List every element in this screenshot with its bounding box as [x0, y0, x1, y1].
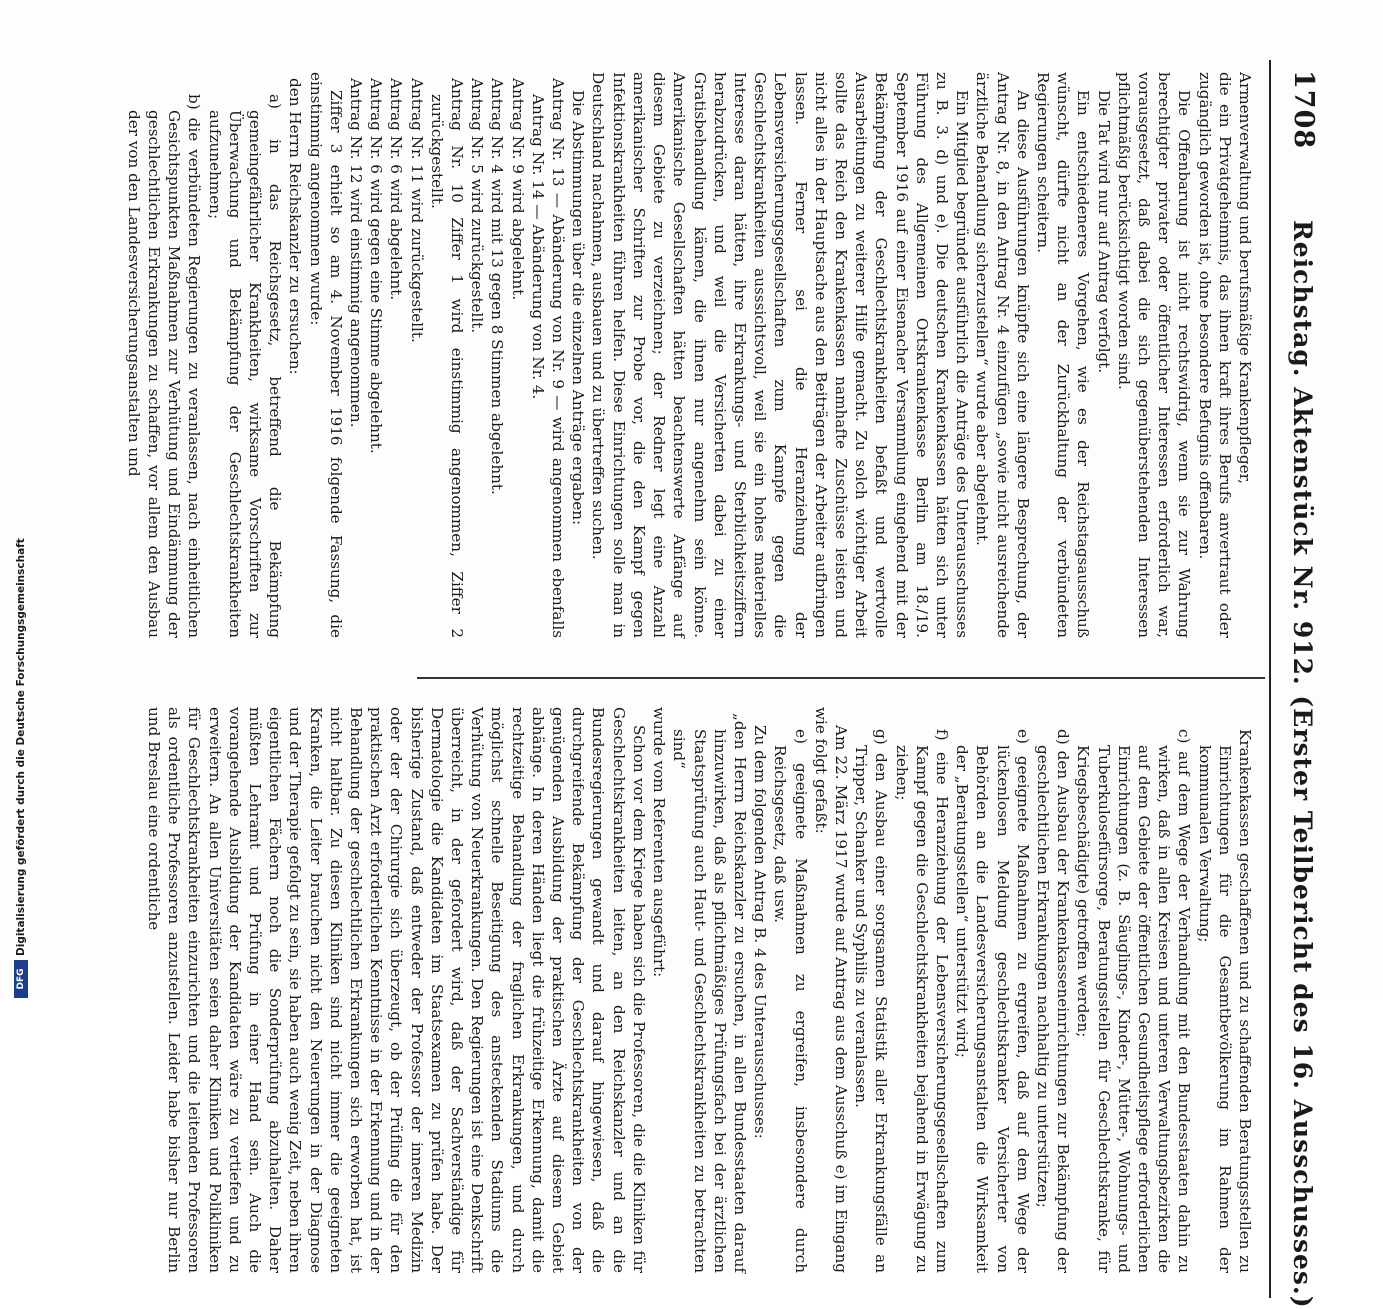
paragraph: Ein Mitglied begründet ausführlich die Anträge des Unterausschusses zu B. 3. d) und e). Die deutschen Krankenkassen hätten sich unter Führung des Allgemeinen Ortskrankenkasse Berlin am 18./19. September 1916 auf einer Eisenacher Versammlung eingehend mit der Bekämpfung der Geschlechtskrankheiten befaßt und wertvolle Ausarbeitungen zu weiterer Hilfe gemacht. Zu solch wichtiger Arbeit sollte das Reich den Krankenkassen namhafte Zuschüsse leisten und nicht alles in der Hauptsache aus den Beiträgen der Arbeiter aufbringen lassen. Ferner sei die Heranziehung der Lebensversicherungsgesellschaften zum Kampfe gegen die Geschlechtskrankheiten ausssichtsvoll, weil sie ein hohes materielles Interesse daran hätten, ihre Erkrankungs- und Sterblichkeitsziffern herabzudrücken, und weil die Versicherten dabei zu einer Gratisbehandlung kämen, die ihnen nur angenehm sein könne. Amerikanische Gesellschaften hätten beachtenswerte Anfänge auf diesem Gebiete zu verzeichnen; der Redner legt eine Anzahl amerikanischer Schriften zur Probe vor, die den Kampf gegen Infektionskrankheiten führen helfen. Diese Einrichtungen solle man in Deutschland nachahmen, ausbauen und zu übertreffen suchen. [589, 72, 972, 638]
paragraph: f) eine Heranziehung der Lebensversicherungsgesellschaften zum Kampf gegen die Geschlechtskrankheiten bejahend in Erwägung zu ziehen; [892, 729, 951, 1273]
paragraph: Antrag Nr. 4 wird mit 13 gegen 8 Stimmen abgelehnt. [488, 78, 507, 495]
paragraph: Die Tat wird nur auf Antrag verfolgt. [1094, 90, 1113, 374]
paragraph: Antrag Nr. 6 wird gegen eine Stimme abgelehnt. [367, 78, 386, 454]
paragraph: Zu dem folgenden Antrag B. 4 des Unterausschusses: [751, 725, 770, 1139]
paragraph: b) die verbündeten Regierungen zu veranlassen, nach einheitlichen Gesichtspunkten Maßnahmen zur Verhütung und Eindämmung der geschlechtlichen Erkrankungen zu schaffen, vor allem den Ausbau der von den Landesversicherungsanstalten und [124, 94, 204, 638]
paragraph: Krankenkassen geschaffenen und zu schaffenden Beratungsstellen zu Einrichtungen für die Gesamtbevölkerung im Rahmen der kommunalen Verwaltung; [1195, 729, 1254, 1273]
paragraph: Armenverwaltung und berufsmäßige Krankenpfleger, [1236, 72, 1254, 485]
paragraph: Ziffer 3 erhielt so am 4. November 1916 folgende Fassung, die einstimmig angenommen wurde: [306, 72, 345, 638]
paragraph: Ein entschiedeneres Vorgehen, wie es der Reichstagsausschuß wünscht, dürfte nicht an der Zurückhaltung der verbündeten Regierungen scheitern. [1033, 72, 1093, 638]
paragraph: den Herrn Reichskanzler zu ersuchen: [286, 78, 305, 375]
paragraph: die ein Privatgeheimnis, das ihnen kraft ihres Berufs anvertraut oder zugänglich geworden ist, ohne besondere Befugnis offenbaren. [1195, 72, 1234, 638]
page-title: Reichstag. Aktenstück Nr. 912. (Erster Teilbericht des 16. Ausschusses.) [1288, 220, 1317, 1309]
header-rule [1269, 60, 1271, 1298]
digitization-credit: Digitalisierung gefördert durch die Deutsche Forschungsgemeinschaft [15, 538, 27, 956]
paragraph: Antrag Nr. 6 wird abgelehnt. [387, 78, 406, 301]
paragraph: Die Offenbarung ist nicht rechtswidrig, wenn sie zur Wahrung berechtigter privater oder öffentlicher Interessen erforderlich war, vorausgesetzt, daß dabei die sich gegenüberstehenden Interessen pflichtmäßig berücksichtigt worden sind. [1114, 72, 1194, 638]
page-number: 1708 [1288, 70, 1319, 150]
left-column [124, 72, 1255, 638]
paragraph: a) in das Reichsgesetz, betreffend die Bekämpfung gemeingefährlicher Krankheiten, wirksame Vorschriften zur Überwachung und Bekämpfung der Geschlechtskrankheiten aufzunehmen; [205, 94, 285, 638]
paragraph: e) geeignete Maßnahmen zu ergreifen, daß auf dem Wege der lückenlosen Meldung geschlechtskranker Versicherter von Behörden an die Landesversicherungsanstalten die Wirksamkeit der „Beratungsstellen“ unterstützt wird; [953, 729, 1032, 1273]
paragraph: Antrag Nr. 5 wird zurückgestellt. [468, 78, 487, 334]
paragraph: Antrag Nr. 13 — Abänderung von Nr. 9 — wird angenommen ebenfalls Antrag Nr. 14 — Abänderung von Nr. 4. [528, 78, 568, 638]
column-divider [417, 677, 1265, 679]
footer-strip [0, 0, 27, 1000]
paragraph: e) geeignete Maßnahmen zu ergreifen, insbesondere durch Reichsgesetz, daß usw. [771, 729, 810, 1273]
page-header [1279, 70, 1319, 1309]
paragraph: Schon vor dem Kriege haben sich die Professoren, die die Kliniken für Geschlechtskrankheiten leiten, an den Reichskanzler und an die Bundesregierungen gewandt und darauf hingewiesen, daß die durchgreifende Bekämpfung der Geschlechtskrankheiten von der genügenden Ausbildung der praktischen Ärzte auf diesem Gebiet abhänge. In deren Händen liegt die frühzeitige Erkennung, damit die rechtzeitige Behandlung der fraglichen Erkrankungen, und durch möglichst schnelle Beseitigung des ansteckenden Stadiums die Verhütung von Neuerkrankungen. Den Regierungen ist eine Denkschrift überreicht, in der gefordert wird, daß der Sachverständige für Dermatologie die Kandidaten im Staatsexamen zu prüfen habe. Der bisherige Zustand, daß entweder der Professor der inneren Medizin oder der der Chirurgie sich überzeugt, ob der Prüfling die für den praktischen Arzt erforderlichen Kenntnisse in der Erkennung und in der Behandlung der geschlechtlichen Erkrankungen sich erworben hat, ist nicht haltbar. Zu diesen Kliniken sind nicht immer die geeigneten Kranken, die Leiter brauchen nicht den Neuerungen in der Diagnose und der Therapie gefolgt zu sein, sie haben auch wenig Zeit, neben ihren eigentlichen Fächern noch die Sonderprüfung abzuhalten. Daher müßten Lehramt und Prüfung in einer Hand sein. Auch die vorangehende Ausbildung der Kandidaten wäre zu vertiefen und zu erweitern. An allen Universitäten seien daher Kliniken und Polikliniken für Geschlechtskrankheiten einzurichten und die leitenden Professoren als ordentliche Professoren anzustellen. Leider habe bisher nur Berlin und Breslau eine ordentliche [145, 707, 648, 1273]
paragraph: An diese Ausführungen knüpfte sich eine längere Besprechung, der Antrag Nr. 8, in den Antrag Nr. 4 einzufügen „sowie nicht ausreichende ärztliche Behandlung sicherzustellen“ wurde aber abgelehnt. [973, 72, 1032, 638]
paragraph: „den Herrn Reichskanzler zu ersuchen, in allen Bundesstaaten darauf hinzuwirken, daß als pflichtmäßiges Prüfungsfach bei der ärztlichen Staatsprüfung auch Haut- und Geschlechtskrankheiten zu betrachten sind“ [670, 713, 749, 1273]
paragraph: wurde vom Referenten ausgeführt: [650, 707, 669, 978]
paragraph: Am 22. März 1917 wurde auf Antrag aus dem Ausschuß e) im Eingang wie folgt gefaßt: [811, 707, 850, 1273]
paragraph: d) den Ausbau der Krankenkasseneinrichtungen zur Bekämpfung der geschlechtlichen Erkrankungen nachhaltig zu unterstützen; [1033, 729, 1073, 1273]
dfg-logo: DFG [14, 960, 28, 998]
paragraph: Antrag Nr. 9 wird abgelehnt. [508, 78, 527, 301]
paragraph: g) den Ausbau einer sorgsamen Statistik aller Erkrankungsfälle an Tripper, Schanker und Syphilis zu veranlassen. [852, 729, 891, 1273]
right-column [145, 707, 1255, 1273]
paragraph: Antrag Nr. 12 wird einstimmig angenommen. [347, 78, 366, 428]
paragraph: Antrag Nr. 11 wird zurückgestellt. [407, 78, 426, 343]
paragraph: Antrag Nr. 10 Ziffer 1 wird einstimmig angenommen, Ziffer 2 zurückgestellt. [427, 78, 467, 638]
paragraph: Die Abstimmungen über die einzelnen Anträge ergaben: [569, 90, 588, 526]
paragraph: c) auf dem Wege der Verhandlung mit den Bundesstaaten dahin zu wirken, daß in allen Kreisen und unteren Verwaltungsbezirken die auf dem Gebiete der öffentlichen Gesundheitspflege erforderlichen Einrichtungen (z. B. Säuglings-, Kinder-, Mütter-, Wohnungs- und Tuberkulosefürsorge, Beratungsstellen für Geschlechtskranke, für Kriegsbeschädigte) getroffen werden; [1074, 729, 1194, 1273]
